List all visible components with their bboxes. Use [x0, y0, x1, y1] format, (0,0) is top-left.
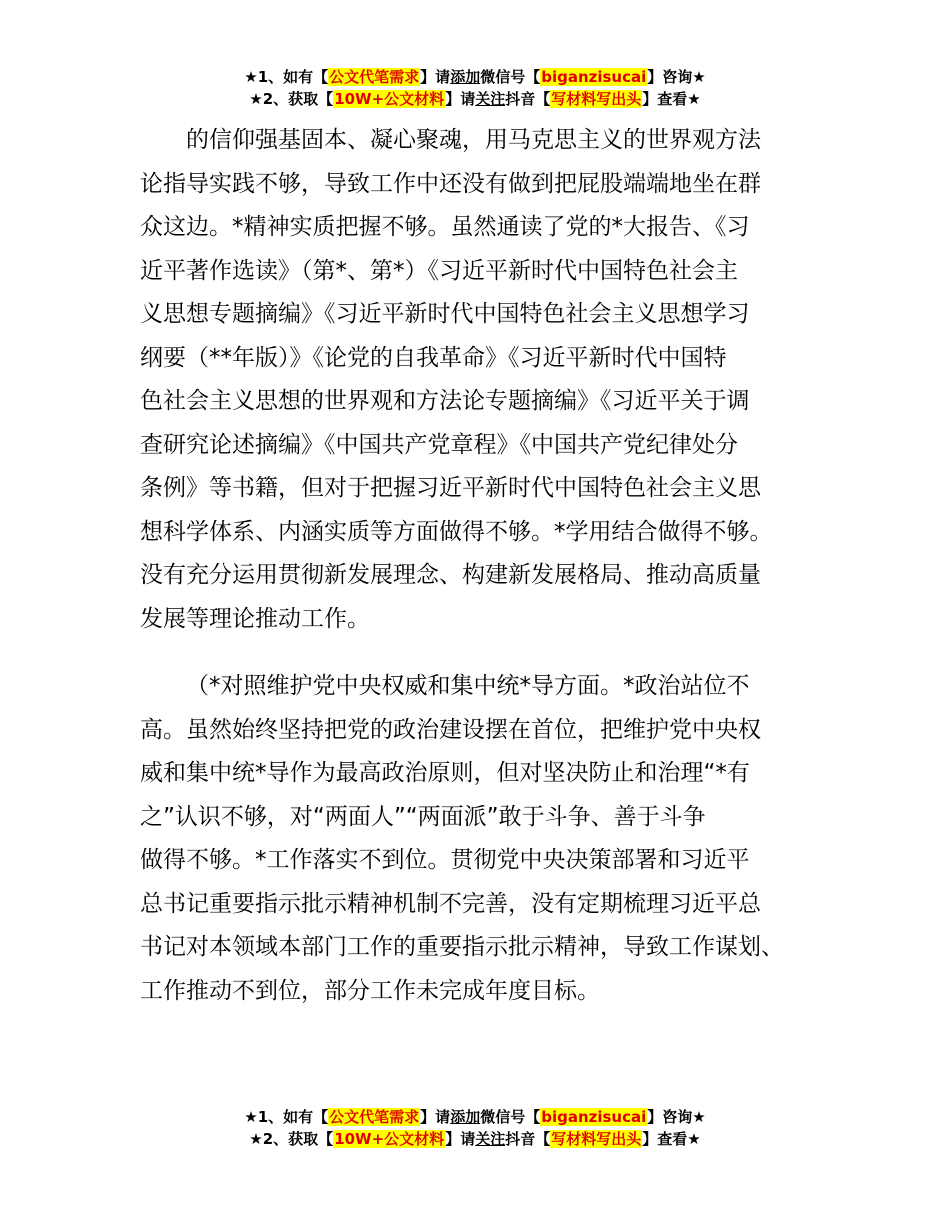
text-line: 义思想专题摘编》《习近平新时代中国特色社会主义思想学习 — [140, 301, 750, 327]
text-line: 高。虽然始终坚持把党的政治建设摆在首位，把维护党中央权 — [140, 716, 761, 743]
text-line: 论指导实践不够，导致工作中还没有做到把屁股端端地坐在群 — [140, 170, 761, 197]
highlight-wechat-id: biganzisucai — [541, 68, 647, 86]
header-banner — [0, 66, 950, 110]
underline-follow: 关注 — [475, 90, 506, 108]
text-line: 的信仰强基固本、凝心聚魂，用马克思主义的世界观方法 — [186, 127, 761, 153]
banner-line-1: ★1、如有【公文代笔需求】请添加微信号【biganzisucai】咨询★ — [244, 68, 706, 86]
underline-add: 添加 — [450, 68, 481, 86]
text-line: 威和集中统*导作为最高政治原则，但对坚决防止和治理“*有 — [140, 760, 750, 786]
banner-line-1: ★1、如有【公文代笔需求】请添加微信号【biganzisucai】咨询★ — [244, 1108, 706, 1126]
paragraph-1 — [140, 119, 820, 641]
text-line: 工作推动不到位，部分工作未完成年度目标。 — [140, 977, 600, 1004]
text-line: 众这边。*精神实质把握不够。虽然通读了党的*大报告、《习 — [140, 214, 750, 240]
text-line: 纲要（**年版）》《论党的自我革命》《习近平新时代中国特 — [140, 344, 727, 371]
highlight-materials: 10W+公文材料 — [334, 90, 445, 108]
text-line: 色社会主义思想的世界观和方法论专题摘编》《习近平关于调 — [140, 388, 750, 414]
text-line: 书记对本领域本部门工作的重要指示批示精神，导致工作谋划、 — [140, 934, 784, 960]
text-line: 想科学体系、内涵实质等方面做得不够。*学用结合做得不够。 — [140, 518, 773, 545]
text-line: 条例》等书籍，但对于把握习近平新时代中国特色社会主义思 — [140, 475, 761, 501]
banner-line-2: ★2、获取【10W+公文材料】请关注抖音【写材料写出头】查看★ — [249, 1130, 701, 1148]
underline-follow: 关注 — [475, 1130, 506, 1148]
text-line: 查研究论述摘编》《中国共产党章程》《中国共产党纪律处分 — [140, 431, 738, 458]
highlight-materials: 10W+公文材料 — [334, 1130, 445, 1148]
underline-add: 添加 — [450, 1108, 481, 1126]
text-line: 发展等理论推动工作。 — [140, 605, 370, 632]
text-line: （*对照维护党中央权威和集中统*导方面。*政治站位不 — [186, 673, 750, 699]
text-line: 近平著作选读》（第*、第*）《习近平新时代中国特色社会主 — [140, 257, 738, 284]
text-line: 做得不够。*工作落实不到位。贯彻党中央决策部署和习近平 — [140, 847, 750, 873]
highlight-wechat-id: biganzisucai — [541, 1108, 647, 1126]
text-line: 总书记重要指示批示精神机制不完善，没有定期梳理习近平总 — [140, 890, 761, 917]
footer-banner — [0, 1106, 950, 1150]
paragraph-2 — [140, 665, 820, 1013]
highlight-ghostwriting: 公文代笔需求 — [329, 1108, 420, 1126]
text-line: 之”认识不够，对“两面人”“两面派”敢于斗争、善于斗争 — [140, 803, 706, 830]
highlight-douyin-account: 写材料写出头 — [551, 1130, 642, 1148]
text-line: 没有充分运用贯彻新发展理念、构建新发展格局、推动高质量 — [140, 562, 761, 588]
highlight-ghostwriting: 公文代笔需求 — [329, 68, 420, 86]
highlight-douyin-account: 写材料写出头 — [551, 90, 642, 108]
banner-line-2: ★2、获取【10W+公文材料】请关注抖音【写材料写出头】查看★ — [249, 90, 701, 108]
document-body — [140, 119, 820, 1013]
